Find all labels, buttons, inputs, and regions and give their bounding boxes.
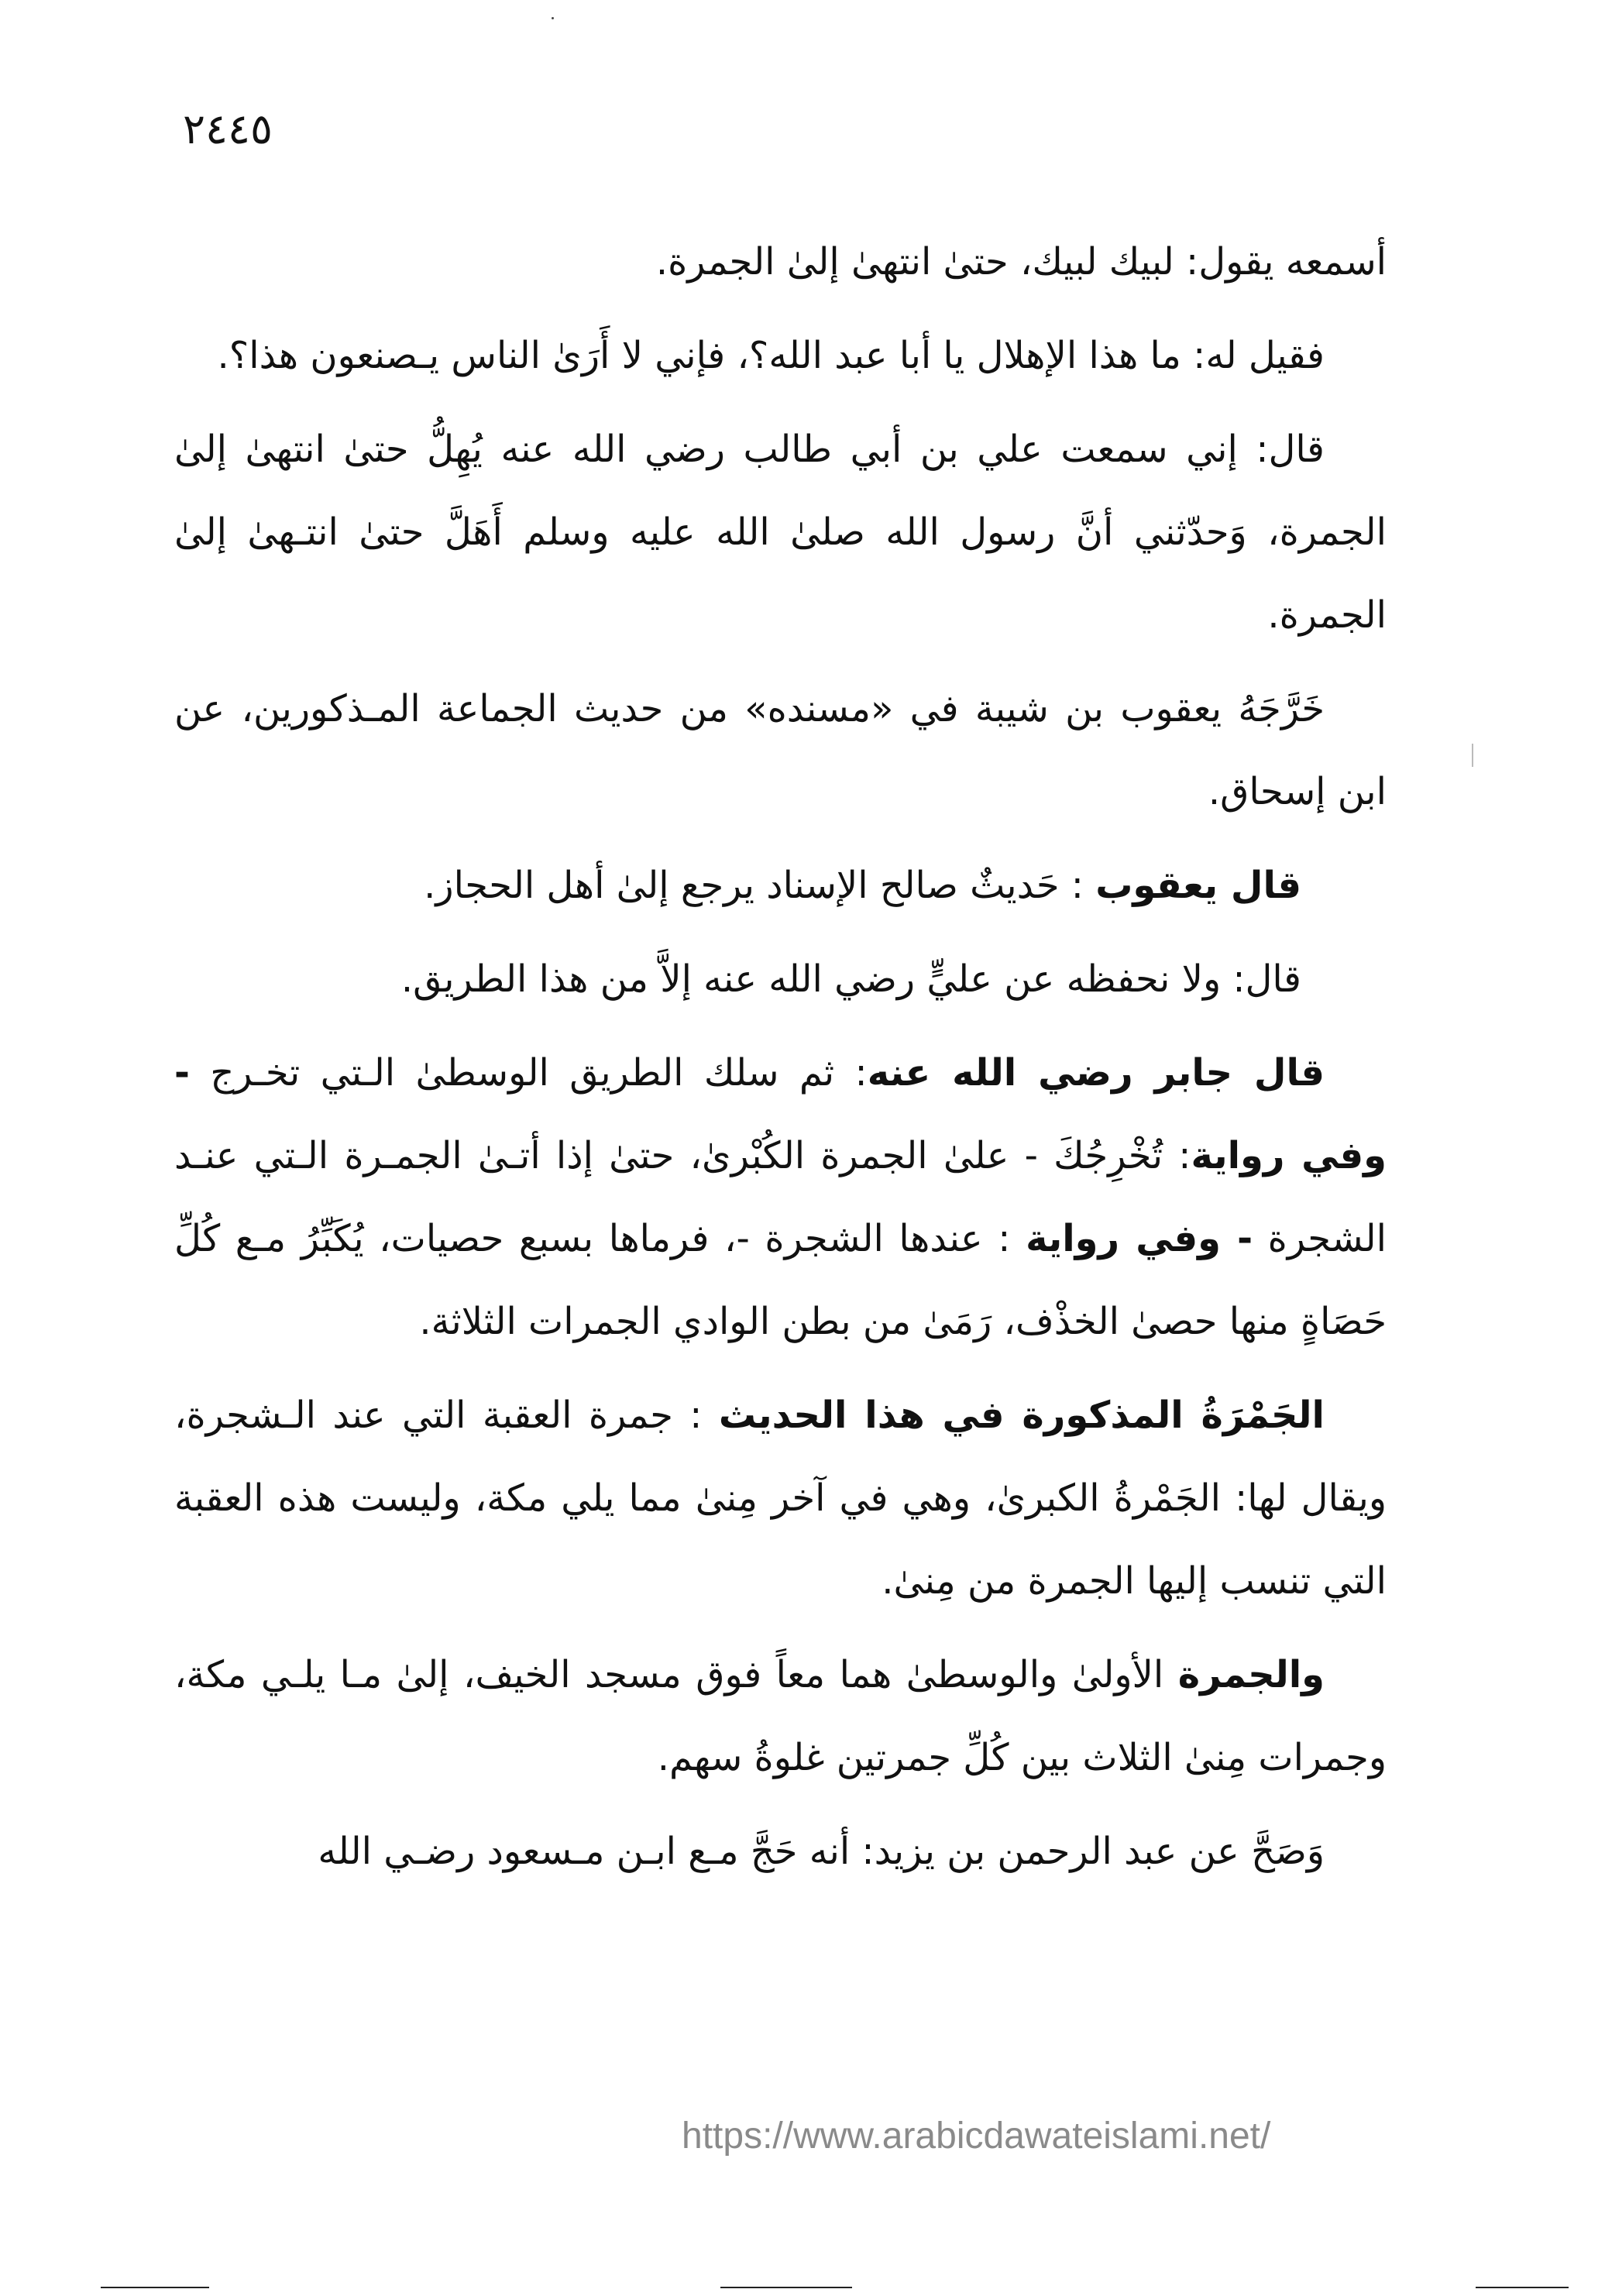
watermark-url: https://www.arabicdawateislami.net/ <box>682 2116 1271 2157</box>
main-text <box>174 221 1387 1904</box>
paragraph <box>174 1032 1387 1363</box>
paragraph-lead: - وفي رواية <box>1026 1217 1253 1260</box>
paragraph-text: خَرَّجَهُ يعقوب بن شيبة في «مسنده» من حديث الجماعة المـذكورين، عن ابن إسحاق. <box>174 687 1387 813</box>
page-number: ٢٤٤٥ <box>183 105 273 153</box>
paragraph <box>174 1810 1387 1893</box>
paragraph-text: وَصَحَّ عن عبد الرحمن بن يزيد: أنه حَجَّ مـع ابـن مـسعود رضـي الله <box>318 1830 1325 1873</box>
paragraph-lead: الجَمْرَةُ المذكورة في هذا الحديث <box>718 1394 1325 1437</box>
paragraph-text: : حَديثٌ صالح الإسناد يرجع إلىٰ أهل الحجاز. <box>424 864 1096 907</box>
paragraph-text: فقيل له: ما هذا الإهلال يا أبا عبد الله؟، فإني لا أَرَىٰ الناس يـصنعون هذا؟. <box>217 334 1325 377</box>
scan-speck <box>552 17 554 19</box>
paragraph-lead: - وفي رواية <box>174 1051 1387 1177</box>
paragraph-lead: قال يعقوب <box>1095 864 1301 907</box>
bottom-rule-center <box>720 2287 852 2288</box>
paragraph-text: : ثم سلك الطريق الوسطىٰ الـتي تخـرج <box>189 1051 868 1095</box>
paragraph <box>174 1374 1387 1623</box>
paragraph <box>174 314 1387 397</box>
bottom-rule-left <box>101 2287 209 2288</box>
scan-speck <box>1472 744 1473 767</box>
paragraph <box>174 221 1387 304</box>
paragraph-text: : جمرة العقبة التي عند الـشجرة، ويقال لها: الجَمْرةُ الكبرىٰ، وهي في آخر مِنىٰ مما يلي مكة، وليست هذه العقبة التي تنسب إليها الجمرة من مِنىٰ. <box>174 1394 1387 1603</box>
paragraph-text: : عندها الشجرة -، فرماها بسبع حصيات، يُكَبِّرُ مـع كُلِّ حَصَاةٍ منها حصىٰ الخذْف، رَمَىٰ من بطن الوادي الجمرات الثلاثة. <box>174 1217 1387 1343</box>
paragraph-text: قال: إني سمعت علي بن أبي طالب رضي الله عنه يُهِلُّ حتىٰ انتهىٰ إلىٰ الجمرة، وَحدّثني أنَّ رسول الله صلىٰ الله عليه وسلم أَهَلَّ حتىٰ انتـهىٰ إلىٰ الجمرة. <box>174 428 1387 637</box>
paragraph-text: الأولىٰ والوسطىٰ هما معاً فوق مسجد الخيف، إلىٰ مـا يلـي مكة، وجمرات مِنىٰ الثلاث بين كُلِّ جمرتين غلوةُ سهم. <box>174 1653 1387 1779</box>
paragraph <box>174 844 1387 927</box>
paragraph-text: : تُخْرِجُكَ - علىٰ الجمرة الكُبْرىٰ، حتىٰ إذا أتـىٰ الجمـرة الـتي عنـد الشجرة <box>174 1134 1387 1260</box>
paragraph <box>174 668 1387 834</box>
paragraph-text: قال: ولا نحفظه عن عليٍّ رضي الله عنه إلاَّ من هذا الطريق. <box>400 957 1301 1001</box>
paragraph-text: أسمعه يقول: لبيك لبيك، حتىٰ انتهىٰ إلىٰ الجمرة. <box>655 240 1387 284</box>
paragraph-lead: والجمرة <box>1177 1653 1325 1696</box>
paragraph <box>174 1634 1387 1799</box>
paragraph <box>174 938 1387 1021</box>
bottom-rule-right <box>1476 2287 1569 2288</box>
paragraph <box>174 408 1387 657</box>
paragraph-lead: قال جابر رضي الله عنه <box>867 1051 1325 1095</box>
